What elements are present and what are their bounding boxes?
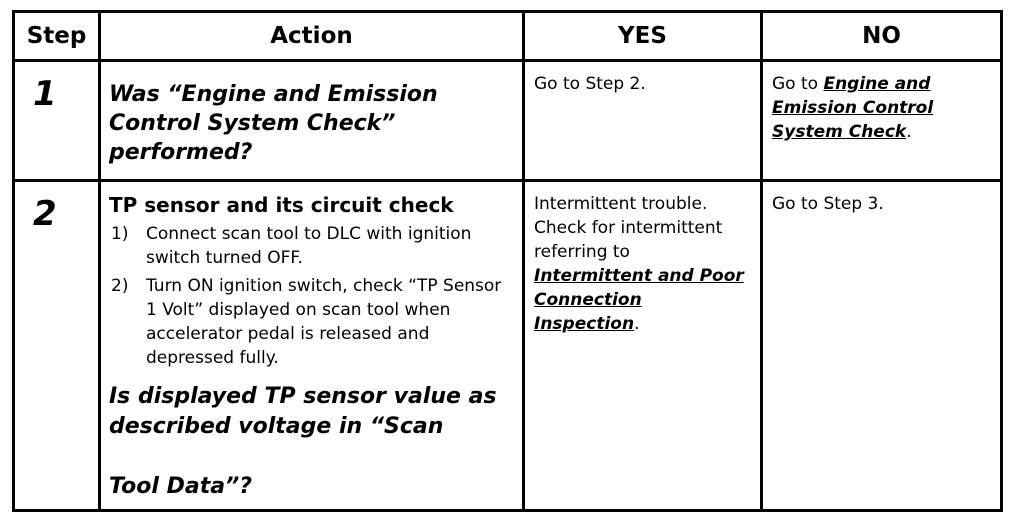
no-text: Go to Step 3.	[772, 194, 884, 214]
action-cell	[100, 61, 524, 181]
substep-text: Connect scan tool to DLC with ignition switch turned OFF.	[146, 224, 472, 268]
no-suffix: .	[906, 122, 912, 142]
diagnostic-table	[12, 10, 1003, 512]
action-cell	[100, 181, 524, 511]
engine-emission-check-link[interactable]: Engine and Emission Control System Check	[772, 74, 934, 142]
yes-cell	[524, 181, 762, 511]
action-question	[109, 382, 514, 502]
header-action: Action	[100, 12, 524, 61]
step-number: 2	[14, 181, 100, 511]
no-cell	[762, 181, 1002, 511]
yes-cell	[524, 61, 762, 181]
yes-prefix: Intermittent trouble. Check for intermittent referring to	[534, 194, 723, 262]
no-prefix: Go to	[772, 74, 824, 94]
yes-text: Go to Step 2.	[534, 74, 646, 94]
intermittent-inspection-link[interactable]: Intermittent and Poor Connection Inspection	[534, 266, 744, 334]
action-question-line2: Tool Data”?	[109, 474, 252, 499]
substep-item	[109, 222, 514, 270]
action-question-line1: Is displayed TP sensor value as described voltage in “Scan	[109, 384, 497, 439]
substep-list	[109, 222, 514, 370]
no-cell	[762, 61, 1002, 181]
header-step: Step	[14, 12, 100, 61]
action-question: Was “Engine and Emission Control System Check” performed?	[109, 82, 438, 165]
step-number: 1	[14, 61, 100, 181]
yes-suffix: .	[634, 314, 640, 334]
table-row	[14, 181, 1002, 511]
substep-item	[109, 274, 514, 370]
header-no: NO	[762, 12, 1002, 61]
table-row	[14, 61, 1002, 181]
substep-number: 2)	[111, 276, 129, 296]
header-yes: YES	[524, 12, 762, 61]
substep-number: 1)	[111, 224, 129, 244]
header-row	[14, 12, 1002, 61]
action-title: TP sensor and its circuit check	[109, 193, 454, 217]
substep-text: Turn ON ignition switch, check “TP Sensor 1 Volt” displayed on scan tool when accelerator pedal is released and depressed fully.	[146, 276, 502, 368]
